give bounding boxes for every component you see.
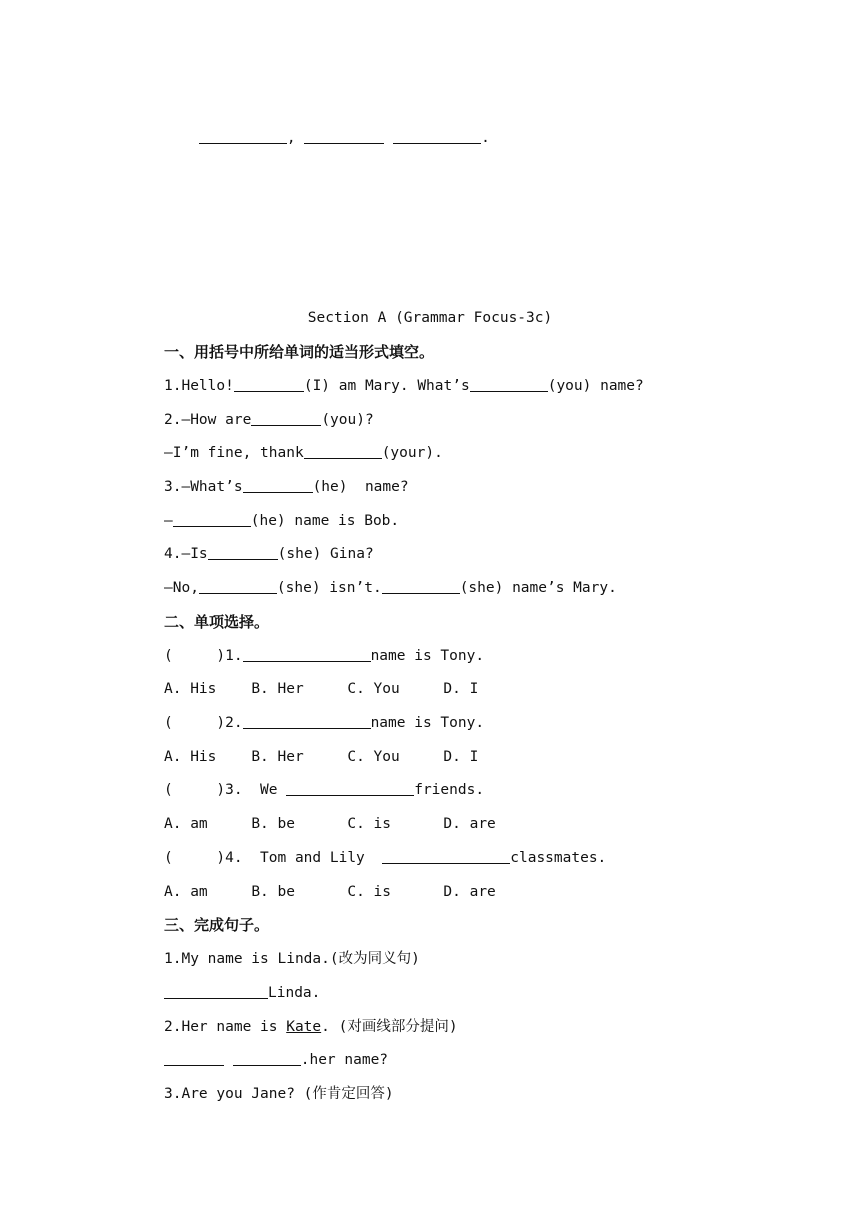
section-title: Section A (Grammar Focus-3c) <box>307 310 553 326</box>
option-a[interactable]: A. am <box>164 816 208 832</box>
question-text: (she) isn’t. <box>276 580 382 596</box>
part2-heading: 二、单项选择。 <box>164 613 270 631</box>
answer-blank[interactable] <box>243 477 313 493</box>
question-text: —No, <box>164 580 199 596</box>
part1-question-3-reply <box>164 511 399 531</box>
period: . <box>481 130 490 146</box>
separator <box>384 130 393 146</box>
part2-options-4 <box>164 882 496 902</box>
part3-heading: 三、完成句子。 <box>164 916 270 934</box>
option-d[interactable]: D. I <box>443 749 479 765</box>
answer-blank[interactable] <box>208 544 278 560</box>
answer-blank[interactable] <box>199 128 287 144</box>
question-text: —I’m fine, thank <box>164 445 304 461</box>
option-a[interactable]: A. am <box>164 884 208 900</box>
question-text: classmates. <box>510 850 607 866</box>
option-c[interactable]: C. is <box>347 884 392 900</box>
question-text: 2.Her name is <box>164 1019 287 1035</box>
question-text: (he) name is Bob. <box>250 513 400 529</box>
option-c[interactable]: C. You <box>347 749 400 765</box>
answer-blank[interactable] <box>243 646 371 662</box>
question-text: 1.Hello! <box>164 378 234 394</box>
answer-text: Linda. <box>268 985 321 1001</box>
question-text: (he) name? <box>312 479 409 495</box>
question-number: 4. Tom and Lily <box>225 850 383 866</box>
option-c[interactable]: C. is <box>347 816 392 832</box>
question-number: 1. <box>225 648 243 664</box>
answer-blank[interactable] <box>304 443 382 459</box>
part2-question-1 <box>164 646 484 666</box>
part1-question-3 <box>164 477 409 497</box>
option-d[interactable]: D. I <box>443 681 479 697</box>
question-text: friends. <box>414 782 485 798</box>
part3-question-2 <box>164 1017 458 1037</box>
answer-blank[interactable] <box>251 410 321 426</box>
part1-question-2-reply <box>164 443 443 463</box>
answer-blank[interactable] <box>243 713 371 729</box>
part3-question-3: 3.Are you Jane? (作肯定回答) <box>164 1086 394 1102</box>
part1-question-2 <box>164 410 374 430</box>
answer-paren[interactable]: ( ) <box>164 782 226 798</box>
answer-blank[interactable] <box>286 780 414 796</box>
answer-blank[interactable] <box>382 578 460 594</box>
option-b[interactable]: B. be <box>251 816 295 832</box>
option-b[interactable]: B. Her <box>251 681 304 697</box>
separator: , <box>286 130 305 146</box>
answer-blank[interactable] <box>173 511 251 527</box>
option-b[interactable]: B. Her <box>251 749 304 765</box>
question-text: 4.—Is <box>164 546 208 562</box>
option-b[interactable]: B. be <box>251 884 295 900</box>
answer-blank[interactable] <box>234 376 304 392</box>
part1-question-1 <box>164 376 644 396</box>
part3-answer-2 <box>164 1050 388 1070</box>
answer-paren[interactable]: ( ) <box>164 850 226 866</box>
question-text: (you)? <box>321 412 374 428</box>
question-text: (she) name’s Mary. <box>459 580 617 596</box>
part2-question-3 <box>164 780 484 800</box>
option-a[interactable]: A. His <box>164 749 217 765</box>
question-text: name is Tony. <box>370 648 485 664</box>
question-text: — <box>164 513 173 529</box>
question-text: 3.—What’s <box>164 479 243 495</box>
part3-question-1: 1.My name is Linda.(改为同义句) <box>164 951 420 967</box>
question-text: (your). <box>381 445 443 461</box>
part2-options-2 <box>164 747 478 767</box>
answer-blank[interactable] <box>164 983 268 999</box>
underlined-word: Kate <box>286 1019 322 1035</box>
part2-options-3 <box>164 814 496 834</box>
part1-question-4 <box>164 544 374 564</box>
question-text: 2.—How are <box>164 412 252 428</box>
part3-answer-1 <box>164 983 320 1003</box>
part2-question-4 <box>164 848 606 868</box>
part1-question-4-reply <box>164 578 617 598</box>
part2-options-1 <box>164 679 478 699</box>
option-d[interactable]: D. are <box>443 884 496 900</box>
question-number: 3. We <box>225 782 287 798</box>
answer-blank[interactable] <box>470 376 548 392</box>
answer-paren[interactable]: ( ) <box>164 648 226 664</box>
answer-text: .her name? <box>300 1052 389 1068</box>
question-text: (I) am Mary. What’s <box>303 378 470 394</box>
part1-heading: 一、用括号中所给单词的适当形式填空。 <box>164 343 435 361</box>
top-answer-line <box>164 108 490 146</box>
option-d[interactable]: D. are <box>443 816 496 832</box>
option-c[interactable]: C. You <box>347 681 400 697</box>
answer-blank[interactable] <box>164 1050 224 1066</box>
answer-blank[interactable] <box>233 1050 301 1066</box>
answer-blank[interactable] <box>199 578 277 594</box>
question-text: name is Tony. <box>370 715 485 731</box>
answer-paren[interactable]: ( ) <box>164 715 226 731</box>
option-a[interactable]: A. His <box>164 681 217 697</box>
question-text: . (对画线部分提问) <box>321 1019 458 1035</box>
question-text: (you) name? <box>547 378 644 394</box>
question-text: (she) Gina? <box>277 546 374 562</box>
answer-blank[interactable] <box>304 128 384 144</box>
part2-question-2 <box>164 713 484 733</box>
answer-blank[interactable] <box>382 848 510 864</box>
answer-blank[interactable] <box>393 128 481 144</box>
question-number: 2. <box>225 715 243 731</box>
